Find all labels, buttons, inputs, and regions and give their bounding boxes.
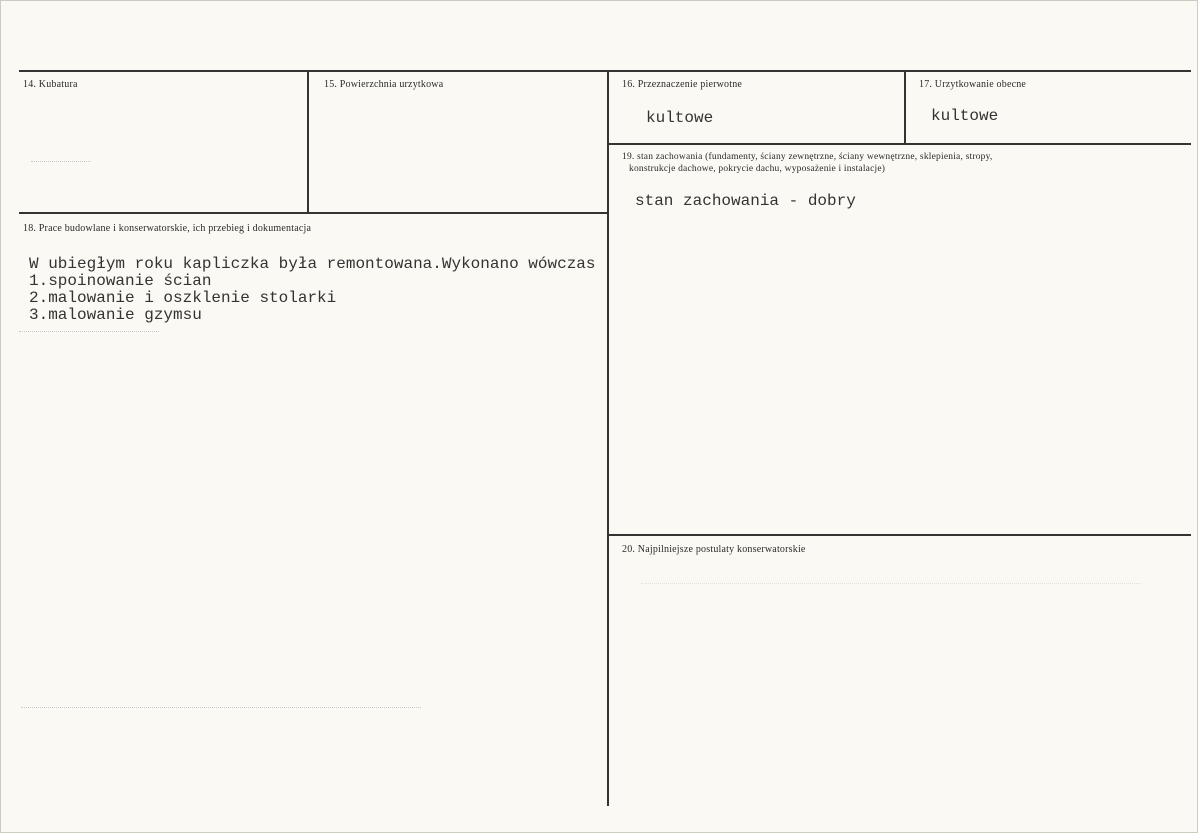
field-16-label: 16. Przeznaczenie pierwotne <box>622 79 743 90</box>
field-20-label: 20. Najpilniejsze postulaty konserwatorskie <box>622 544 806 555</box>
scan-noise <box>641 583 1141 585</box>
field-17-label: 17. Urzytkowanie obecne <box>919 79 1027 90</box>
field-19-label-line1: 19. stan zachowania (fundamenty, ściany zewnętrzne, ściany wewnętrzne, sklepienia, stropy, <box>622 152 993 162</box>
field-19-label-line2: konstrukcje dachowe, pokrycie dachu, wyposażenie i instalacje) <box>629 164 886 174</box>
field-15-label: 15. Powierzchnia urzytkowa <box>324 79 444 90</box>
top-border-line <box>19 70 1191 72</box>
field-17-value: kultowe <box>931 107 999 125</box>
line-above-20 <box>609 534 1191 536</box>
scan-noise <box>19 331 159 333</box>
scan-noise <box>21 707 421 709</box>
line-under-16-17 <box>609 143 1191 145</box>
field-18-line-4: 3.malowanie gzymsu <box>29 306 202 324</box>
center-divider <box>607 71 609 806</box>
field-14-label: 14. Kubatura <box>23 79 78 90</box>
field-18-line-2: 1.spoinowanie ścian <box>29 272 212 290</box>
line-under-14-15 <box>19 212 607 214</box>
scan-noise <box>31 161 91 163</box>
field-19-value: stan zachowania - dobry <box>635 192 856 210</box>
field-16-value: kultowe <box>646 109 714 127</box>
field-18-line-1: W ubiegłym roku kapliczka była remontowana.Wykonano wówczas <box>29 255 596 273</box>
divider-14-15 <box>307 71 309 214</box>
field-18-label: 18. Prace budowlane i konserwatorskie, ich przebieg i dokumentacja <box>23 223 312 234</box>
field-18-line-3: 2.malowanie i oszklenie stolarki <box>29 289 337 307</box>
divider-16-17 <box>904 71 906 143</box>
